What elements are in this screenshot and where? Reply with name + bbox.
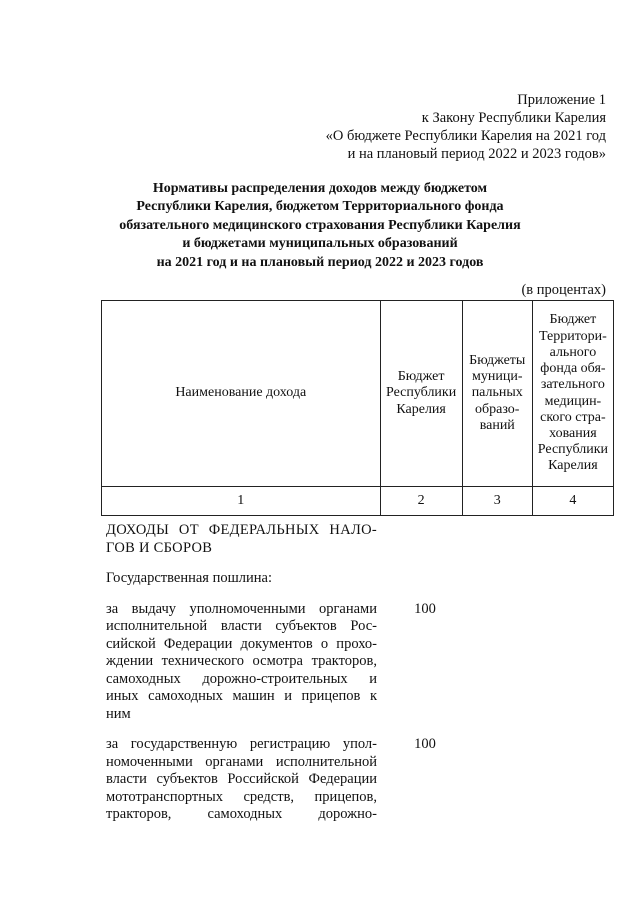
title-line: и бюджетами муниципальных образований [182, 236, 458, 252]
text-line: ГОВ И СБОРОВ [106, 539, 213, 556]
header-line: Карелия [548, 458, 598, 474]
header-line: медицин- [544, 393, 602, 409]
header-line: пальных [471, 385, 523, 401]
header-line: Бюджет [549, 312, 597, 328]
appendix-line: «О бюджете Республики Карелия на 2021 год [325, 128, 606, 144]
header-line: образо- [475, 401, 520, 417]
text-line: за выдачу уполномоченными органами [106, 600, 377, 617]
header-medical-fund-budget [532, 301, 613, 487]
title-line: Республики Карелия, бюджетом Территориального фонда [136, 199, 504, 215]
section-heading [106, 522, 616, 557]
title-line: на 2021 год и на плановый период 2022 и 2023 годов [156, 254, 484, 270]
section-heading-text [106, 522, 377, 557]
text-line: сийской Федерации документов о прохо- [106, 635, 377, 652]
table-body [106, 522, 616, 824]
appendix-line: Приложение 1 [517, 92, 606, 108]
header-line: Бюджеты [469, 352, 526, 368]
table-header-row [102, 301, 614, 487]
header-line: ваний [479, 417, 515, 433]
text-line: исполнительной власти субъектов Рос- [106, 618, 377, 634]
appendix-line: к Закону Республики Карелия [421, 110, 606, 126]
table-row [106, 601, 616, 724]
header-line: Карелия [396, 401, 446, 417]
text-line: тракторов, самоходных дорожно- [106, 806, 377, 822]
text-line: за государственную регистрацию упол- [106, 736, 377, 752]
header-line: Бюджет [397, 369, 445, 385]
title-line: обязательного медицинского страхования Республики Карелия [119, 217, 521, 233]
header-republic-budget [380, 301, 462, 487]
header-line: Республики [385, 385, 457, 401]
income-name [106, 601, 377, 724]
header-line: муници- [472, 369, 523, 385]
header-line: Республики [537, 442, 609, 458]
column-number: 1 [102, 487, 381, 516]
text-line: самоходных дорожно-строительных и [106, 670, 377, 687]
text-line: номоченными органами исполнительной [106, 753, 377, 770]
text-line: мототранспортных средств, прицепов, [106, 788, 377, 805]
header-line: ского стра- [540, 409, 606, 425]
header-line: зательного [540, 377, 605, 393]
norms-table [101, 300, 614, 516]
header-line: ального [549, 344, 597, 360]
header-municipal-budgets [462, 301, 532, 487]
republic-budget-value: 100 [414, 736, 436, 752]
column-number-row [102, 487, 614, 516]
column-number: 4 [532, 487, 613, 516]
income-name [106, 736, 377, 824]
header-line: хования [549, 425, 597, 441]
text-line: ждении технического осмотра тракторов, [106, 653, 377, 669]
subheading-row [106, 570, 616, 588]
appendix-line: и на плановый период 2022 и 2023 годов» [347, 146, 606, 162]
title-line: Нормативы распределения доходов между бюджетом [152, 181, 488, 196]
text-line: ним [106, 705, 131, 722]
text-line: иных самоходных машин и прицепов к [106, 688, 377, 704]
header-line: фонда обя- [540, 361, 606, 377]
table-row [106, 736, 616, 824]
column-number: 2 [380, 487, 462, 516]
text-line: власти субъектов Российской Федерации [106, 771, 377, 787]
document-title [100, 180, 540, 272]
republic-budget-value: 100 [414, 600, 436, 617]
units-note: (в процентах) [521, 282, 606, 298]
header-income-name [102, 301, 381, 487]
header-income-name-label: Наименование дохода [175, 385, 307, 401]
header-line: Территори- [539, 328, 607, 344]
text-line: ДОХОДЫ ОТ ФЕДЕРАЛЬНЫХ НАЛО- [106, 522, 377, 538]
appendix-reference [266, 91, 606, 163]
column-number: 3 [462, 487, 532, 516]
subheading-text: Государственная пошлина: [106, 570, 272, 586]
